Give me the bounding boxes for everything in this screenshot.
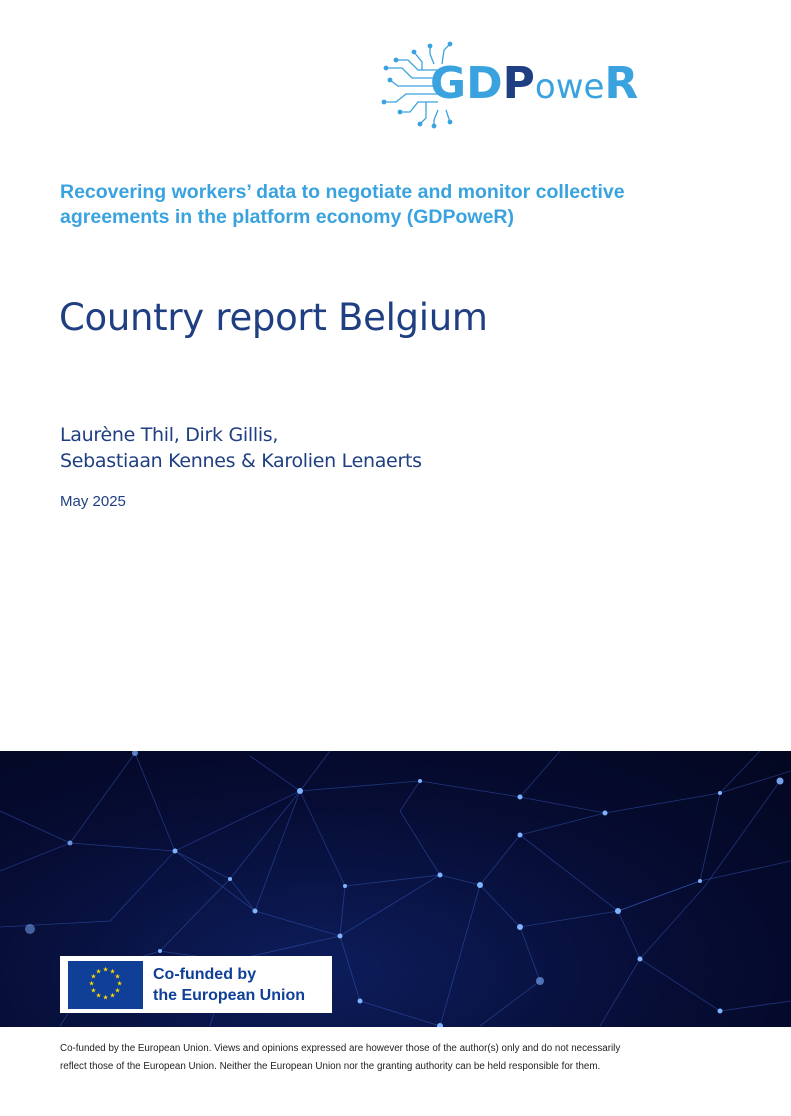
svg-text:★: ★ bbox=[102, 965, 109, 973]
svg-text:★: ★ bbox=[102, 993, 109, 1001]
svg-text:★: ★ bbox=[90, 986, 97, 994]
funding-disclaimer bbox=[60, 1040, 740, 1076]
disclaimer-line-1: Co-funded by the European Union. Views and opinions expressed are however those of the author(s) only and do not necessarily bbox=[60, 1043, 621, 1054]
authors-line-2: Sebastiaan Kennes & Karolien Lenaerts bbox=[60, 450, 422, 472]
eu-badge-line-2: the European Union bbox=[153, 986, 305, 1004]
svg-text:★: ★ bbox=[109, 966, 116, 975]
eu-badge-text bbox=[153, 964, 305, 1006]
disclaimer-line-2: reflect those of the European Union. Neither the European Union nor the granting authority can be held responsible for them. bbox=[60, 1061, 601, 1072]
project-subtitle bbox=[60, 180, 740, 230]
authors-line-1: Laurène Thil, Dirk Gillis, bbox=[60, 424, 279, 446]
logo-part-owe: owe bbox=[534, 67, 605, 107]
subtitle-line-1: Recovering workers’ data to negotiate and monitor collective bbox=[60, 181, 625, 203]
svg-text:★: ★ bbox=[116, 979, 123, 987]
logo-wordmark bbox=[430, 58, 639, 109]
subtitle-line-2: agreements in the platform economy (GDPoweR) bbox=[60, 206, 514, 228]
authors bbox=[60, 422, 422, 474]
eu-cofunded-badge bbox=[60, 956, 332, 1013]
logo-part-r: R bbox=[604, 58, 639, 109]
svg-text:★: ★ bbox=[88, 979, 95, 987]
svg-text:★: ★ bbox=[109, 991, 116, 1000]
publication-date: May 2025 bbox=[60, 493, 126, 510]
logo-part-gd: GD bbox=[430, 58, 503, 109]
report-title: Country report Belgium bbox=[59, 296, 488, 339]
svg-text:★: ★ bbox=[114, 972, 121, 980]
eu-flag-icon bbox=[68, 961, 143, 1009]
gdpower-logo bbox=[378, 40, 698, 130]
svg-text:★: ★ bbox=[90, 972, 97, 980]
logo-part-p: P bbox=[502, 58, 535, 109]
svg-text:★: ★ bbox=[95, 991, 102, 1000]
svg-text:★: ★ bbox=[114, 986, 121, 994]
svg-text:★: ★ bbox=[95, 966, 102, 975]
eu-badge-line-1: Co-funded by bbox=[153, 965, 257, 983]
